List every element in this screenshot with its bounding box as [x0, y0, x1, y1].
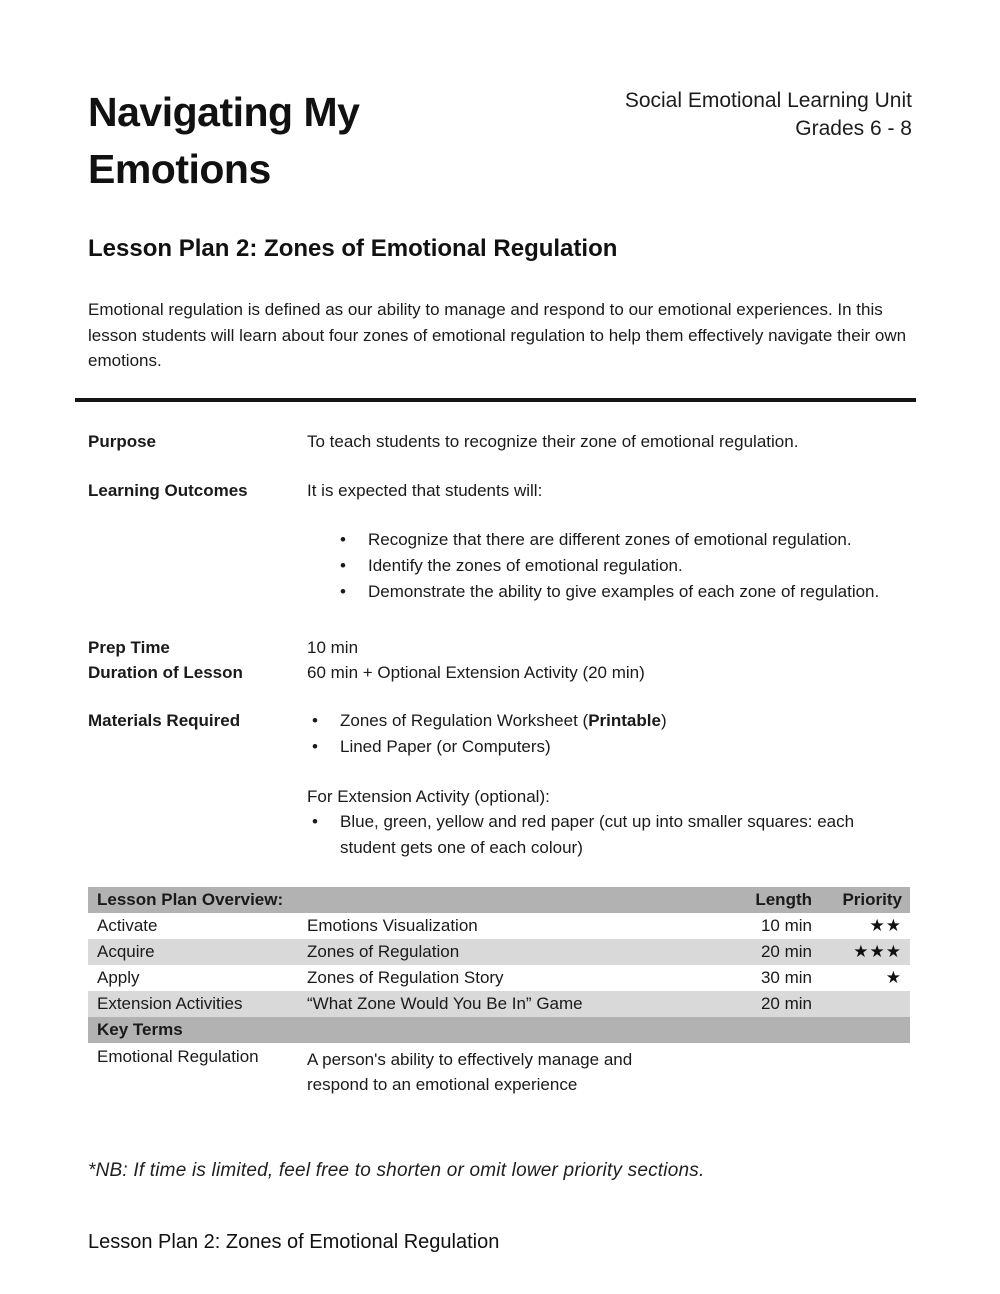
purpose-label: Purpose: [88, 431, 157, 451]
prep-time-value: 10 min: [307, 637, 359, 657]
duration-value: 60 min + Optional Extension Activity (20 min): [307, 662, 645, 682]
table-row: [88, 939, 910, 965]
duration-row: [88, 660, 912, 685]
spacer-cell: [717, 1029, 812, 1031]
list-item: • Demonstrate the ability to give examples of each zone of regulation.: [335, 579, 912, 605]
table-row: [88, 991, 910, 1017]
list-item: • Lined Paper (or Computers): [307, 734, 900, 760]
material-bold-text: Printable: [588, 710, 661, 730]
table-title: Lesson Plan Overview:: [97, 889, 284, 909]
key-terms-label: Key Terms: [97, 1019, 183, 1039]
list-item: [307, 708, 900, 734]
duration-label: Duration of Lesson: [88, 662, 243, 682]
spacer-cell: [812, 1029, 910, 1031]
activity-cell: Emotions Visualization: [307, 915, 478, 935]
page-footer: Lesson Plan 2: Zones of Emotional Regulation: [88, 1230, 500, 1253]
length-column-header: Length: [755, 889, 812, 909]
spacer-cell: [307, 899, 717, 901]
materials-label: Materials Required: [88, 710, 241, 730]
purpose-row: [88, 429, 912, 454]
priority-stars: [812, 1003, 910, 1005]
lesson-intro: Emotional regulation is defined as our ability to manage and respond to our emotional experiences. In this lesson students will learn about four zones of emotional regulation to help them effectively navigate their own emotions.: [88, 300, 907, 370]
key-term-row: [88, 1043, 910, 1098]
outcomes-intro: It is expected that students will:: [307, 480, 543, 500]
lesson-heading: Lesson Plan 2: Zones of Emotional Regulation: [88, 235, 618, 262]
priority-column-header: Priority: [842, 889, 902, 909]
key-term-definition: A person's ability to effectively manage and respond to an emotional experience: [307, 1049, 633, 1094]
activity-cell: Zones of Regulation Story: [307, 967, 504, 987]
length-cell: 20 min: [760, 993, 812, 1013]
key-terms-header-row: [88, 1017, 910, 1043]
phase-cell: Apply: [97, 967, 140, 987]
length-cell: 20 min: [760, 941, 812, 961]
divider: [75, 398, 916, 402]
materials-row: [88, 708, 912, 861]
timing-block: [88, 635, 912, 685]
length-cell: 30 min: [760, 967, 812, 987]
lesson-details: [88, 429, 912, 861]
material-text: ): [660, 710, 667, 730]
list-item: • Blue, green, yellow and red paper (cut up into smaller squares: each student gets one of each colour): [307, 809, 900, 861]
materials-list: [307, 708, 912, 760]
lesson-overview-table: [88, 887, 910, 1098]
priority-stars: ★: [885, 967, 902, 987]
learning-outcomes-label: Learning Outcomes: [88, 480, 248, 500]
table-row: [88, 913, 910, 939]
purpose-text: To teach students to recognize their zone of emotional regulation.: [307, 431, 799, 451]
phase-cell: Activate: [97, 915, 158, 935]
list-item: • Identify the zones of emotional regulation.: [335, 553, 912, 579]
activity-cell: “What Zone Would You Be In” Game: [307, 993, 583, 1013]
material-text: Zones of Regulation Worksheet (: [340, 710, 589, 730]
document-header: [88, 84, 912, 198]
learning-outcomes-content: [307, 478, 912, 605]
extension-intro: For Extension Activity (optional):: [307, 786, 550, 806]
key-term-name: Emotional Regulation: [97, 1046, 259, 1066]
materials-content: [307, 708, 912, 861]
spacer-cell: [307, 1029, 717, 1031]
unit-info: [625, 84, 912, 143]
learning-outcomes-row: [88, 478, 912, 605]
prep-time-label: Prep Time: [88, 637, 170, 657]
phase-cell: Acquire: [97, 941, 155, 961]
table-row: [88, 965, 910, 991]
priority-stars: ★★: [869, 915, 902, 935]
priority-stars: ★★★: [853, 941, 902, 961]
activity-cell: Zones of Regulation: [307, 941, 460, 961]
prep-time-row: [88, 635, 912, 660]
outcomes-list: [335, 527, 912, 605]
unit-name: Social Emotional Learning Unit: [624, 89, 912, 112]
grade-range: Grades 6 - 8: [795, 117, 912, 140]
phase-cell: Extension Activities: [97, 993, 243, 1013]
table-header-row: [88, 887, 910, 913]
priority-footnote: *NB: If time is limited, feel free to shorten or omit lower priority sections.: [88, 1159, 705, 1181]
list-item: • Recognize that there are different zones of emotional regulation.: [335, 527, 912, 553]
length-cell: 10 min: [760, 915, 812, 935]
page-title: Navigating My Emotions: [88, 89, 360, 192]
extension-materials-list: [307, 809, 912, 861]
